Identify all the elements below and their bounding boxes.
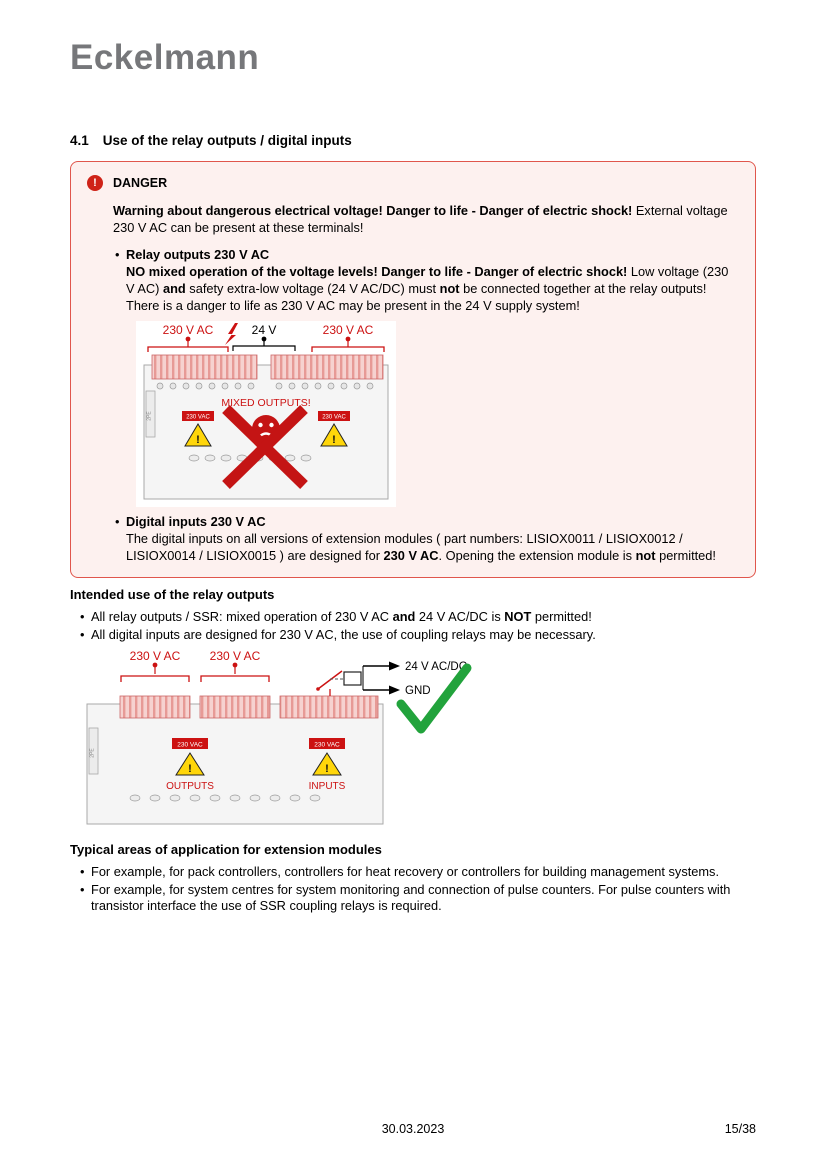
- fig2-side-label: 2PE: [89, 748, 96, 758]
- fig2-warning-glyph-left: !: [188, 763, 192, 775]
- danger-body: [71, 191, 755, 564]
- section-heading: [70, 133, 352, 148]
- fig1-badge-right: 230 VAC: [322, 414, 346, 421]
- relay-b1: NO mixed operation of the voltage levels! Danger to life - Danger of electric shock!: [126, 264, 628, 279]
- intended-use-heading: Intended use of the relay outputs: [70, 587, 275, 602]
- footer-date: 30.03.2023: [381, 1122, 445, 1136]
- digital-t3: permitted!: [655, 548, 716, 563]
- fig2-label-gnd: GND: [405, 685, 431, 697]
- fig1-label-230-left: 230 V AC: [162, 323, 214, 337]
- danger-bullet-relay: [113, 246, 739, 314]
- relay-b3: not: [439, 281, 460, 296]
- fig2-label-230-b: 230 V AC: [209, 649, 261, 663]
- intended-bullet-1: [78, 609, 756, 626]
- digital-b1: 230 V AC: [383, 548, 439, 563]
- typical-bullet-2: • For example, for system centres for system monitoring and connection of pulse counters. For pulse counters with transistor interface the use of SSR coupling relays is required.: [78, 882, 756, 915]
- fig2-label-24vacdc: 24 V AC/DC: [405, 661, 467, 673]
- green-checkmark-icon: [401, 668, 467, 729]
- intended-bullet-2: • All digital inputs are designed for 230 V AC, the use of coupling relays may be necessary.: [78, 627, 756, 644]
- typical-bullet-1: • For example, for pack controllers, controllers for heat recovery or controllers for building management systems.: [78, 864, 756, 881]
- section-number: 4.1: [70, 133, 89, 148]
- lightning-icon: [225, 323, 238, 345]
- correct-wiring-illustration: [75, 646, 555, 832]
- digital-b2: not: [635, 548, 656, 563]
- relay-t3: be connected together at the relay outputs! There is a danger to life as 230 V AC may be present in the 24 V supply system!: [126, 281, 707, 313]
- intended-b1-t3: permitted!: [531, 609, 592, 624]
- intended-b1-t1: All relay outputs / SSR: mixed operation of 230 V AC: [91, 609, 393, 624]
- danger-icon: !: [87, 175, 103, 191]
- relay-title: Relay outputs 230 V AC: [126, 247, 270, 262]
- mixed-outputs-illustration: [136, 321, 396, 507]
- figure-correct-wiring: [75, 646, 555, 832]
- digital-title: Digital inputs 230 V AC: [126, 514, 266, 529]
- fig1-badge-left: 230 VAC: [186, 414, 210, 421]
- danger-intro-bold: Warning about dangerous electrical voltage! Danger to life - Danger of electric shock!: [113, 203, 633, 218]
- figure-mixed-outputs: [136, 321, 396, 507]
- company-logo: Eckelmann: [70, 38, 260, 77]
- relay-b2: and: [162, 281, 186, 296]
- fig1-label-24v: 24 V: [251, 323, 277, 337]
- fig2-warning-glyph-right: !: [325, 763, 329, 775]
- danger-title: DANGER: [113, 176, 168, 190]
- fig2-label-230-a: 230 V AC: [129, 649, 181, 663]
- intended-b1-b1: and: [392, 609, 416, 624]
- warning-triangle-glyph-left: !: [196, 434, 200, 446]
- danger-intro: [113, 202, 739, 236]
- danger-intro-text: External voltage 230 V AC can be present at these terminals!: [113, 203, 728, 235]
- danger-bullet-digital: [113, 513, 739, 564]
- relay-t1: Low voltage (230 V AC): [126, 264, 729, 296]
- footer-page-number: 15/38: [724, 1122, 756, 1136]
- warning-triangle-glyph-right: !: [332, 434, 336, 446]
- fig1-label-230-right: 230 V AC: [322, 323, 374, 337]
- fig1-mixed-outputs-label: MIXED OUTPUTS!: [221, 397, 311, 409]
- section-title: Use of the relay outputs / digital inputs: [102, 133, 352, 148]
- digital-t1: The digital inputs on all versions of extension modules ( part numbers: LISIOX0011 / LISIOX0012 / LISIOX0014 / LISIOX0015 ) are designed for: [126, 531, 683, 563]
- intended-b1-b2: NOT: [504, 609, 532, 624]
- danger-header: [71, 162, 755, 191]
- digital-t2: . Opening the extension module is: [438, 548, 636, 563]
- intended-use-list: [78, 609, 756, 644]
- relay-t2: safety extra-low voltage (24 V AC/DC) must: [185, 281, 440, 296]
- fig2-inputs-label: INPUTS: [308, 781, 346, 792]
- intended-b1-t2: 24 V AC/DC is: [415, 609, 505, 624]
- fig2-badge-left: 230 VAC: [177, 741, 203, 749]
- typical-areas-list: [78, 864, 756, 916]
- fig2-outputs-label: OUTPUTS: [166, 781, 214, 792]
- fig1-side-label: 2PE: [146, 411, 153, 421]
- fig2-badge-right: 230 VAC: [314, 741, 340, 749]
- typical-areas-heading: Typical areas of application for extension modules: [70, 842, 382, 857]
- danger-box: [70, 161, 756, 578]
